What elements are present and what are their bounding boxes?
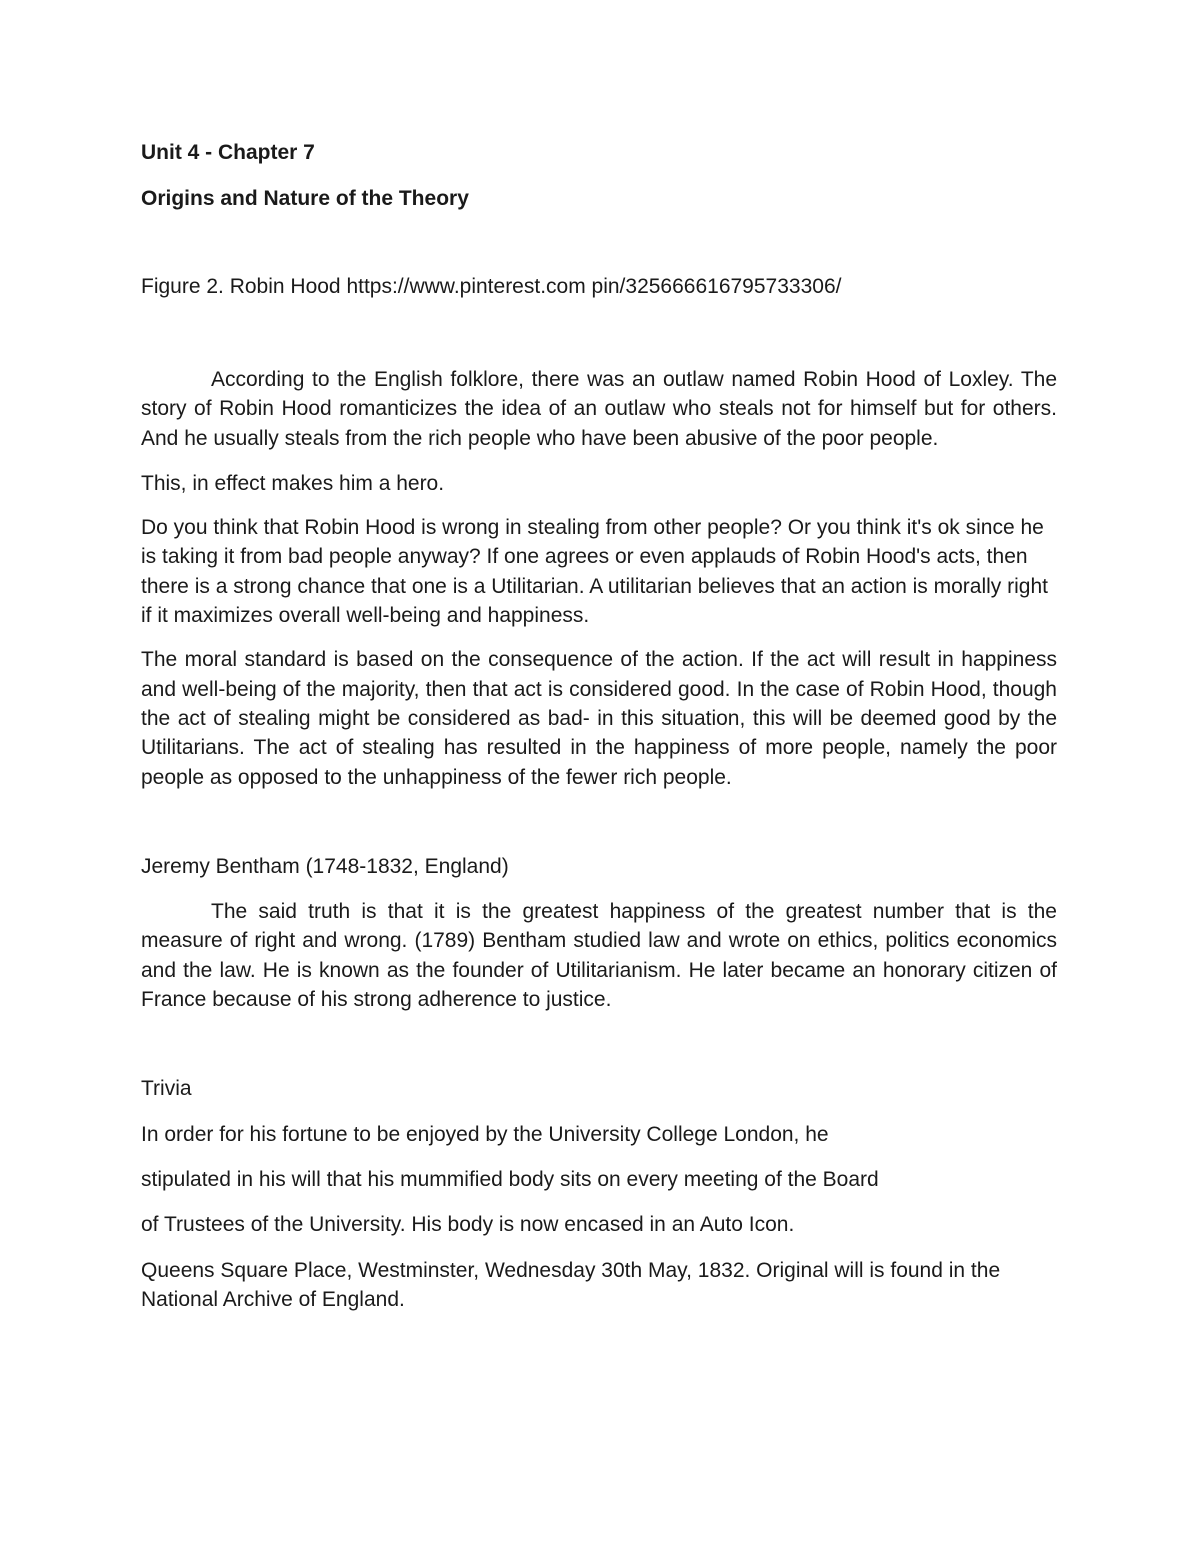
- trivia-line-3: of Trustees of the University. His body is now encased in an Auto Icon.: [141, 1213, 795, 1237]
- section-heading: Origins and Nature of the Theory: [141, 187, 469, 210]
- unit-heading: Unit 4 - Chapter 7: [141, 141, 315, 164]
- paragraph-question: Do you think that Robin Hood is wrong in stealing from other people? Or you think it's ok since he is taking it from bad people anyway? If one agrees or even applauds of Robin Hood's acts, then there is a strong chance that one is a Utilitarian. A utilitarian believes that an action is morally right if it maximizes overall well-being and happiness.: [141, 516, 1048, 628]
- paragraph-hero: This, in effect makes him a hero.: [141, 471, 445, 495]
- paragraph-queens-square: Queens Square Place, Westminster, Wednesday 30th May, 1832. Original will is found in the National Archive of England.: [141, 1258, 1001, 1311]
- bentham-heading: Jeremy Bentham (1748-1832, England): [141, 854, 509, 878]
- trivia-line-2: stipulated in his will that his mummified body sits on every meeting of the Board: [141, 1167, 879, 1191]
- trivia-line-1: In order for his fortune to be enjoyed by the University College London, he: [141, 1122, 829, 1146]
- paragraph-moral-standard: The moral standard is based on the consequence of the action. If the act will result in happiness and well-being of the majority, then that act is considered good. In the case of Robin Hood, though the act of stealing might be considered as bad- in this situation, this will be deemed good by the Utilitarians. The act of stealing has resulted in the happiness of more people, namely the poor people as opposed to the unhappiness of the fewer rich people.: [141, 648, 1057, 789]
- paragraph-robin-hood: According to the English folklore, there was an outlaw named Robin Hood of Loxley. The story of Robin Hood romanticizes the idea of an outlaw who steals not for himself but for others. And he usually steals from the rich people who have been abusive of the poor people.: [141, 368, 1057, 450]
- trivia-heading: Trivia: [141, 1077, 192, 1101]
- document-page: [141, 138, 1057, 1314]
- paragraph-bentham: The said truth is that it is the greatest happiness of the greatest number that is the measure of right and wrong. (1789) Bentham studied law and wrote on ethics, politics economics and the law. He is known as the founder of Utilitarianism. He later became an honorary citizen of France because of his strong adherence to justice.: [141, 900, 1057, 1012]
- figure-caption: Figure 2. Robin Hood https://www.pinterest.com pin/325666616795733306/: [141, 275, 842, 298]
